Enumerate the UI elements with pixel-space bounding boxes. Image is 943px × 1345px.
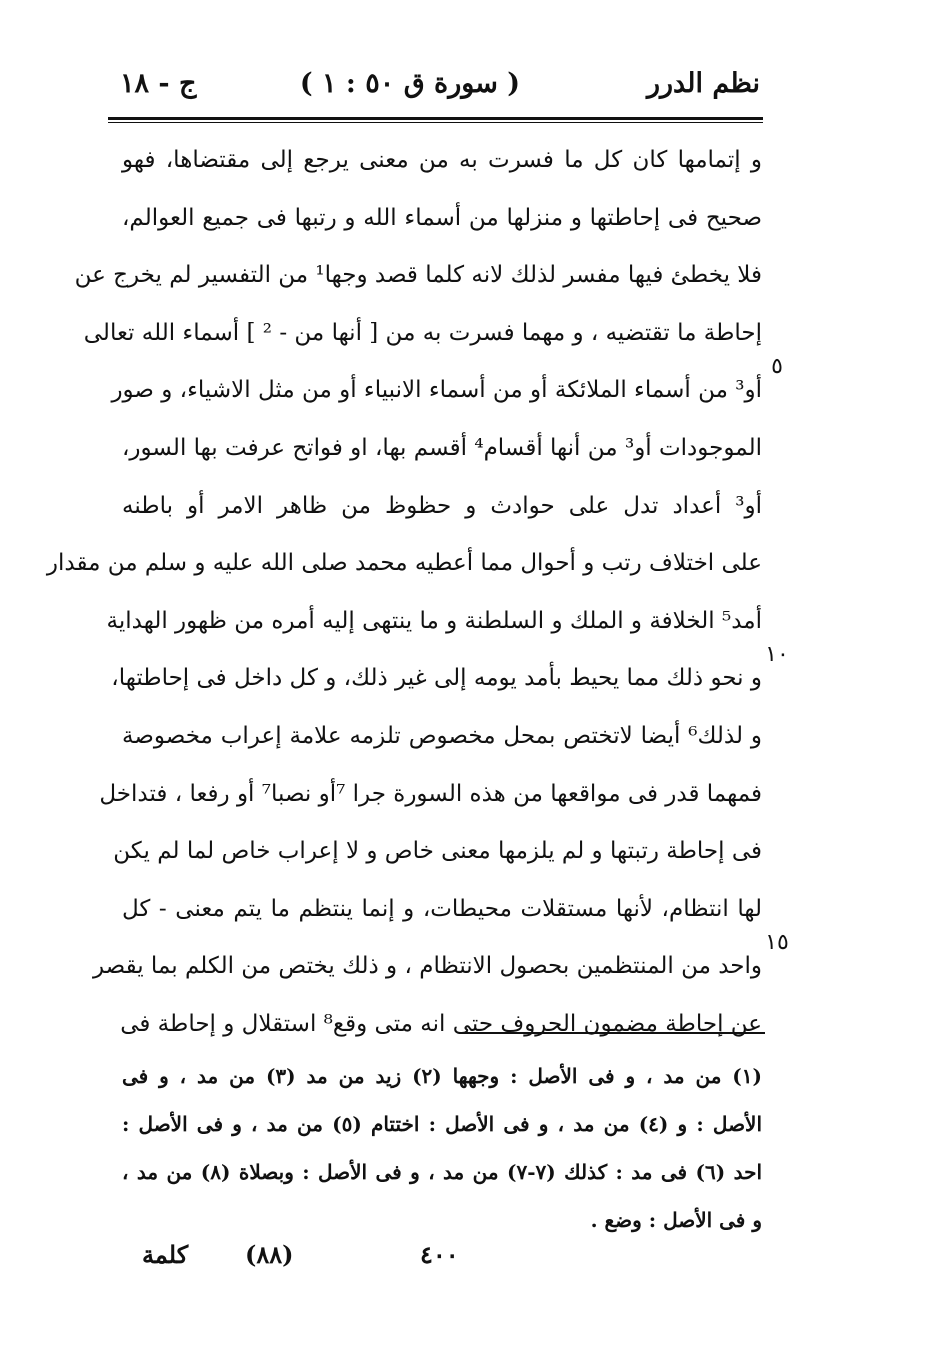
text-line: صحيح فى إحاطتها و منزلها من أسماء الله و رتبها فى جميع العوالم، <box>122 204 762 231</box>
text-line: واحد من المنتظمين بحصول الانتظام ، و ذلك يختص من الكلم بما يقصر <box>92 953 762 980</box>
footnote-line: الأصل : و (٤) من مد ، و فى الأصل : اختتام (٥) من مد ، و فى الأصل : <box>122 1112 763 1136</box>
text-line: و لذلك⁶ أيضا لاتختص بمحل مخصوص تلزمه علامة إعراب مخصوصة <box>122 722 763 749</box>
text-line: عن إحاطة مضمون الحروف حتى انه متى وقع⁸ استقلال و إحاطة فى <box>120 1010 762 1037</box>
footnote-line: احد (٦) فى مد : كذلك (٧-٧) من مد ، و فى الأصل : وبصلاة (٨) من مد ، <box>122 1160 762 1184</box>
catchword: كلمة <box>142 1240 189 1269</box>
main-text <box>46 132 763 1054</box>
text-line: إحاطة ما تقتضيه ، و مهما فسرت به من [ أنها من - ² ] أسماء الله تعالى <box>83 319 762 346</box>
text-line: على اختلاف رتب و أحوال مما أعطيه محمد صلى الله عليه و سلم من مقدار <box>46 550 762 577</box>
header-rule <box>108 117 763 123</box>
text-line: الموجودات أو³ من أنها أقسام⁴ أقسم بها، او فواتح عرفت بها السور، <box>122 434 762 461</box>
line-number-10: ١٠ <box>765 642 789 667</box>
footnote-line: (١) من مد ، و فى الأصل : وجهها (٢) زيد من مد (٣) من مد ، و فى <box>122 1064 762 1088</box>
page-header <box>110 62 760 112</box>
surah-reference: ( سورة ق ٥٠ : ١ ) <box>299 68 520 99</box>
volume-number: ج - ١٨ <box>120 68 197 99</box>
footnote-line: و فى الأصل : وضع . <box>590 1208 762 1232</box>
signature-number: (٨٨) <box>245 1240 294 1269</box>
line-number-5: ٥ <box>771 354 783 379</box>
text-line: لها انتظام، لأنها مستقلات محيطات، و إنما ينتظم ما يتم معنى - كل <box>122 895 762 922</box>
text-line: أو³ من أسماء الملائكة أو من أسماء الانبياء أو من مثل الاشياء، و صور <box>111 377 762 404</box>
text-line: أو³ أعداد تدل على حوادث و حظوظ من ظاهر الامر أو باطنه <box>122 492 762 519</box>
text-line: فى إحاطة رتبتها و لم يلزمها معنى خاص و لا إعراب خاص لما لم يكن <box>113 838 762 865</box>
text-line: و نحو ذلك مما يحيط بأمد يومه إلى غير ذلك، و كل داخل فى إحاطتها، <box>111 665 762 692</box>
text-line: أمد⁵ الخلافة و الملك و السلطنة و ما ينتهى إليه أمره من ظهور الهداية <box>106 607 762 634</box>
text-line: و إتمامها كان كل ما فسرت به من معنى يرجع إلى مقتضاها، فهو <box>122 147 762 173</box>
text-line: فمهما قدر فى مواقعها من هذه السورة جرا ⁷أو نصبا⁷ أو رفعا ، فتداخل <box>99 780 762 807</box>
footnotes <box>122 1052 762 1244</box>
line-number-15: ١٥ <box>765 930 789 955</box>
book-title: نظم الدرر <box>646 68 760 99</box>
text-line: فلا يخطئ فيها مفسر لذلك لانه كلما قصد وجها¹ من التفسير لم يخرج عن <box>74 262 762 289</box>
page-number: ٤٠٠ <box>420 1240 459 1269</box>
footnote-separator <box>460 1032 765 1034</box>
